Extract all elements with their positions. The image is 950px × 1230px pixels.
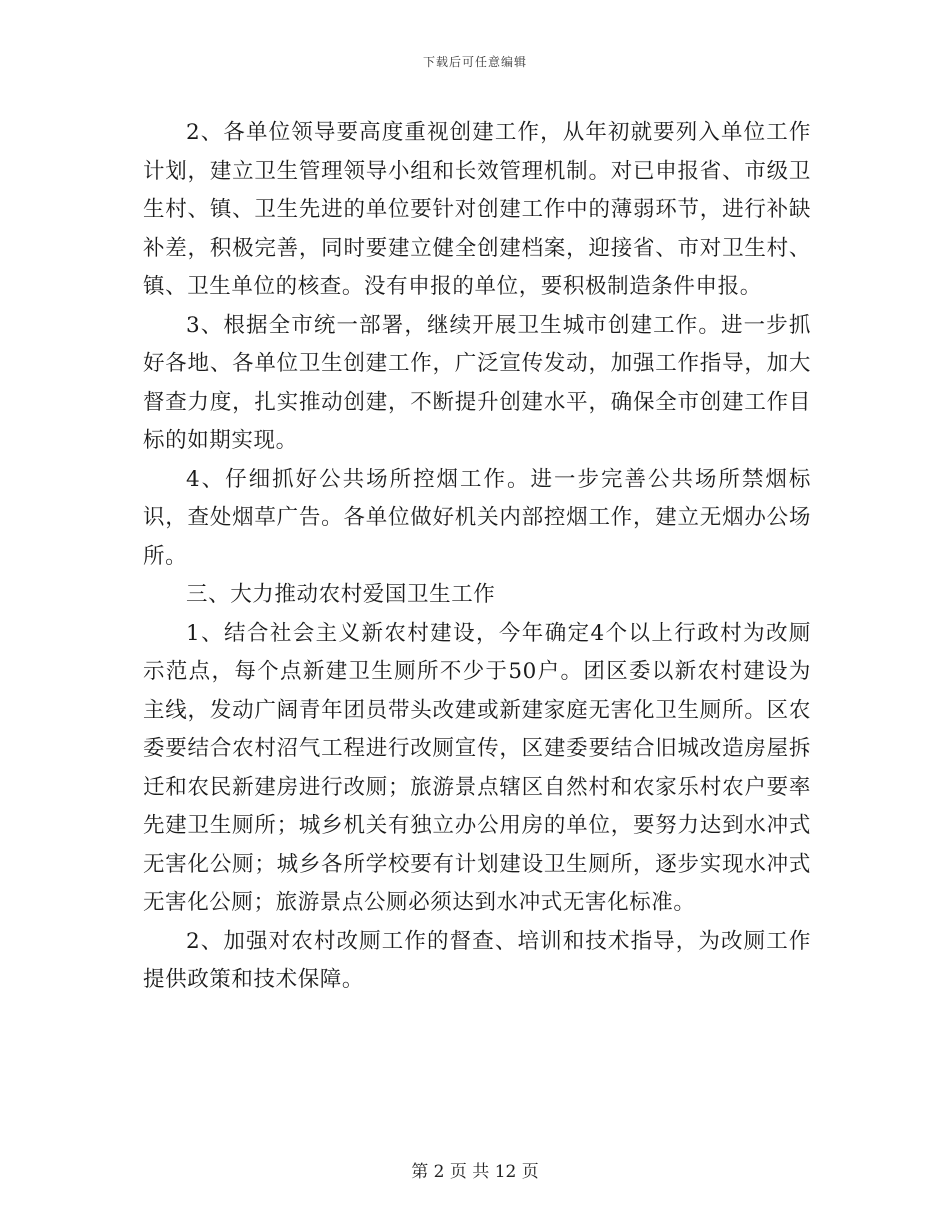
paragraph-item-2-supervision: 2、加强对农村改厕工作的督查、培训和技术指导，为改厕工作提供政策和技术保障。: [143, 928, 811, 992]
paragraph-item-4-smoking-control: 4、仔细抓好公共场所控烟工作。进一步完善公共场所禁烟标识，查处烟草广告。各单位做好机关内部控烟工作，建立无烟办公场所。: [143, 466, 811, 569]
document-body: [143, 114, 811, 1000]
paragraph-item-3-city-creation: 3、根据全市统一部署，继续开展卫生城市创建工作。进一步抓好各地、各单位卫生创建工作，广泛宣传发动，加强工作指导，加大督查力度，扎实推动创建，不断提升创建水平，确保全市创建工作目标的如期实现。: [143, 312, 811, 453]
page-number-footer: 第 2 页 共 12 页: [411, 1162, 539, 1182]
paragraph-item-2-leaders: 2、各单位领导要高度重视创建工作，从年初就要列入单位工作计划，建立卫生管理领导小组和长效管理机制。对已申报省、市级卫生村、镇、卫生先进的单位要针对创建工作中的薄弱环节，进行补缺补差，积极完善，同时要建立健全创建档案，迎接省、市对卫生村、镇、卫生单位的核查。没有申报的单位，要积极制造条件申报。: [143, 120, 811, 299]
page-header: 下载后可任意编辑: [422, 55, 527, 69]
paragraph-item-1-toilet-reform: 1、结合社会主义新农村建设，今年确定4个以上行政村为改厕示范点，每个点新建卫生厕所不少于50户。团区委以新农村建设为主线，发动广阔青年团员带头改建或新建家庭无害化卫生厕所。区农委要结合农村沼气工程进行改厕宣传，区建委要结合旧城改造房屋拆迁和农民新建房进行改厕；旅游景点辖区自然村和农家乐村农户要率先建卫生厕所；城乡机关有独立办公用房的单位，要努力达到水冲式无害化公厕；城乡各所学校要有计划建设卫生厕所，逐步实现水冲式无害化公厕；旅游景点公厕必须达到水冲式无害化标准。: [143, 620, 811, 915]
section-heading-rural-sanitation: 三、大力推动农村爱国卫生工作: [186, 582, 496, 607]
